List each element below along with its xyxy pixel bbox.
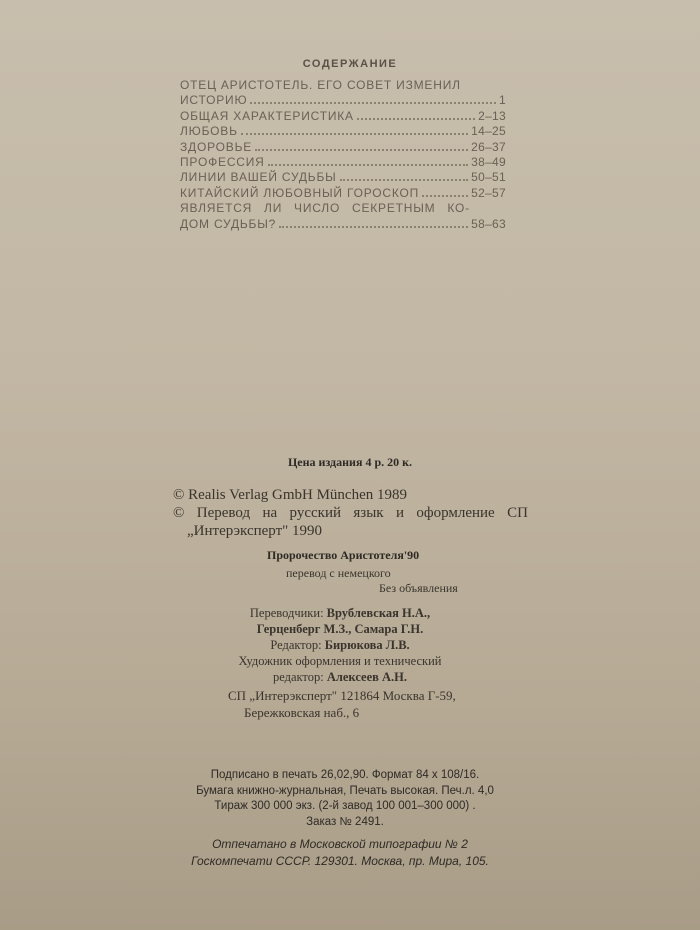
toc-entry-pages: 38–49 xyxy=(471,154,506,169)
dot-leader xyxy=(250,102,496,104)
word: ЯВЛЯЕТСЯ xyxy=(180,201,253,216)
table-of-contents xyxy=(180,78,506,232)
toc-entry-pages: 50–51 xyxy=(471,170,506,185)
copyright-line: „Интерэксперт" 1990 xyxy=(187,523,323,539)
word: СЕКРЕТНЫМ xyxy=(352,201,436,216)
toc-entry xyxy=(180,186,506,201)
value: Врублевская Н.А., xyxy=(326,606,431,620)
label: Редактор: xyxy=(270,638,322,652)
dot-leader xyxy=(279,226,468,228)
word: © xyxy=(173,505,185,521)
toc-entry-line xyxy=(180,78,506,93)
toc-entry xyxy=(180,155,506,170)
imprint-line: Подписано в печать 26,02,90. Формат 84 х 108/16. xyxy=(210,769,480,781)
toc-entry xyxy=(180,140,506,155)
toc-entry-pages: 26–37 xyxy=(471,139,506,154)
toc-entry-title: ОБЩАЯ ХАРАКТЕРИСТИКА xyxy=(180,108,354,123)
word: оформление xyxy=(416,505,495,521)
toc-entry-title: ИСТОРИЮ xyxy=(180,93,248,108)
dot-leader xyxy=(422,195,468,197)
credits-line xyxy=(190,605,490,621)
dot-leader xyxy=(268,164,468,166)
printer-line: Госкомпечати СССР. 129301. Москва, пр. Мира, 105. xyxy=(191,854,489,868)
credits-line: Художник оформления и технический xyxy=(238,654,442,668)
toc-entry-title: КИТАЙСКИЙ ЛЮБОВНЫЙ ГОРОСКОП xyxy=(180,185,420,200)
toc-entry-title: ЗДОРОВЬЕ xyxy=(180,139,253,154)
word: и xyxy=(395,505,404,521)
word: язык xyxy=(353,505,384,521)
word: СП xyxy=(507,505,528,521)
publisher-line: СП „Интерэксперт" 121864 Москва Г-59, xyxy=(228,688,456,703)
copyright-block xyxy=(173,486,528,540)
toc-entry-pages: 58–63 xyxy=(471,216,506,231)
copyright-line: © Realis Verlag GmbH München 1989 xyxy=(173,487,408,503)
value: Бирюкова Л.В. xyxy=(324,638,410,652)
toc-entry-line xyxy=(180,201,470,216)
publisher-address xyxy=(228,687,456,721)
toc-entry xyxy=(180,93,506,108)
toc-entry-title: ПРОФЕССИЯ xyxy=(180,154,265,169)
label: Переводчики: xyxy=(249,606,324,620)
printer-line: Отпечатано в Московской типографии № 2 xyxy=(212,837,468,851)
toc-entry-pages: 1 xyxy=(499,93,506,108)
book-title: Пророчество Аристотеля'90 xyxy=(267,548,420,562)
imprint-line: Заказ № 2491. xyxy=(306,815,384,828)
toc-entry xyxy=(180,109,506,124)
dot-leader xyxy=(241,133,468,135)
imprint-line: Бумага книжно-журнальная, Печать высокая. Печ.л. 4,0 xyxy=(196,784,494,797)
copyright-line xyxy=(173,504,528,522)
toc-title: СОДЕРЖАНИЕ xyxy=(302,58,398,70)
publisher-line: Бережковская наб., 6 xyxy=(244,705,360,720)
toc-entry xyxy=(180,124,506,139)
word: на xyxy=(262,505,278,521)
toc-entry-pages: 14–25 xyxy=(471,124,506,139)
imprint-line: Тираж 300 000 экз. (2-й завод 100 001–300 000) . xyxy=(214,800,476,812)
imprint xyxy=(170,768,520,830)
price: Цена издания 4 р. 20 к. xyxy=(287,455,413,469)
toc-entry-title: ОТЕЦ АРИСТОТЕЛЬ. ЕГО СОВЕТ ИЗМЕНИЛ xyxy=(180,78,461,92)
printer xyxy=(170,836,510,870)
word: КО- xyxy=(447,201,470,216)
credits xyxy=(190,605,490,685)
credits-line xyxy=(190,637,490,653)
dot-leader xyxy=(340,179,469,181)
toc-entry-pages: 2–13 xyxy=(478,108,506,123)
word: ЛИ xyxy=(264,201,283,216)
book-note: Без объявления xyxy=(379,581,458,595)
dot-leader xyxy=(255,149,468,151)
toc-entry-title: ДОМ СУДЬБЫ? xyxy=(180,216,277,231)
word: ЧИСЛО xyxy=(294,201,341,216)
label: редактор: xyxy=(272,670,324,684)
toc-entry-pages: 52–57 xyxy=(471,185,506,200)
toc-entry-title: ЛИНИИ ВАШЕЙ СУДЬБЫ xyxy=(180,170,337,185)
dot-leader xyxy=(357,118,475,120)
value: Алексеев А.Н. xyxy=(326,670,407,684)
word: русский xyxy=(289,505,342,521)
toc-entry xyxy=(180,217,506,232)
word: Перевод xyxy=(196,505,251,521)
toc-entry-title: ЛЮБОВЬ xyxy=(180,124,238,139)
credits-line xyxy=(190,669,490,685)
book-subtitle: перевод с немецкого xyxy=(286,566,391,580)
toc-entry xyxy=(180,170,506,185)
credits-line: Герценберг М.З., Самара Г.Н. xyxy=(256,622,424,636)
